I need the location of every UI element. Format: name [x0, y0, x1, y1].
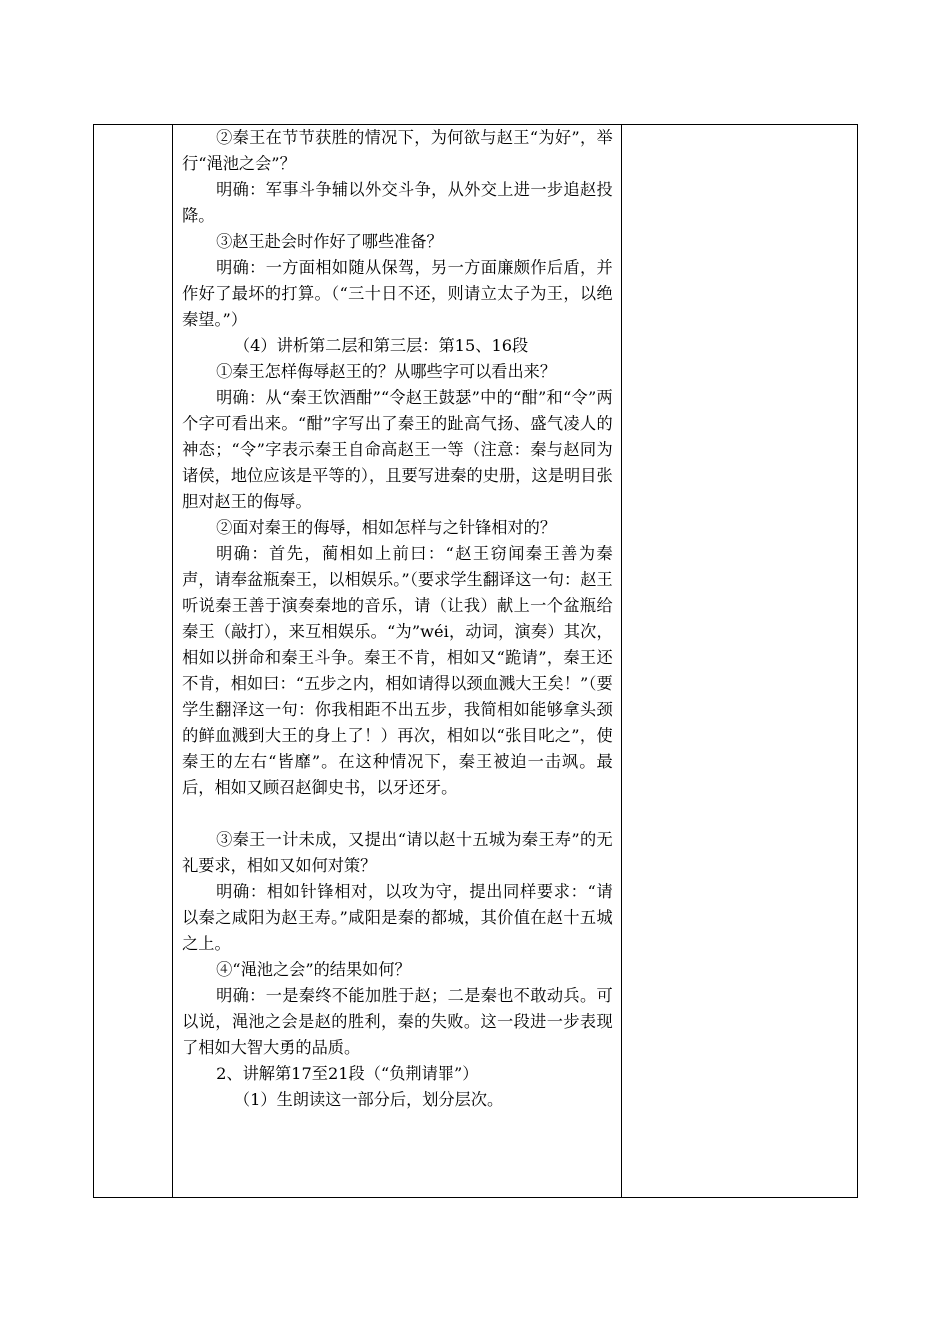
paragraph: 明确：首先，蔺相如上前曰：“赵王窃闻秦王善为秦声，请奉盆瓶秦王，以相娱乐。”（要求学生翻译这一句：赵王听说秦王善于演奏秦地的音乐，请（让我）献上一个盆瓶给秦王（敲打），来互相娱乐。“为”wéi，动词，演奏）其次，相如以拼命和秦王斗争。秦王不肯，相如又“跪请”，秦王还不肯，相如曰：“五步之内，相如请得以颈血溅大王矣！”（要学生翻泽这一句：你我相距不出五步，我简相如能够拿头颈的鲜血溅到大王的身上了！）再次，相如以“张目叱之”，使秦王的左右“皆靡”。在这种情况下，秦王被迫一击飒。最后，相如又顾召赵御史书，以牙还牙。 [182, 544, 613, 797]
content-column-cell [173, 125, 622, 1198]
paragraph: ②秦王在节节获胜的情况下，为何欲与赵王“为好”，举行“渑池之会”？ [182, 128, 613, 173]
paragraph: （4）讲析第二层和第三层：第15、16段 [233, 336, 529, 355]
paragraph: ③赵王赴会时作好了哪些准备？ [216, 232, 443, 251]
paragraph: 明确：一是秦终不能加胜于赵；二是秦也不敢动兵。可以说，渑池之会是赵的胜利，秦的失败。这一段进一步表现了相如大智大勇的品质。 [182, 986, 613, 1057]
paragraph: 明确：相如针锋相对，以攻为守，提出同样要求：“请以秦之咸阳为赵王寿。”咸阳是秦的都城，其价值在赵十五城之上。 [182, 882, 613, 953]
paragraph: ③秦王一计未成，又提出“请以赵十五城为秦王寿”的无礼要求，相如又如何对策？ [182, 830, 613, 875]
table-row [94, 125, 858, 1198]
paragraph: （1）生朗读这一部分后，划分层次。 [233, 1090, 504, 1109]
paragraph: 明确：一方面相如随从保驾，另一方面廉颇作后盾，并作好了最坏的打算。（“三十日不还，则请立太子为王，以绝秦望。”） [182, 258, 613, 329]
paragraph: 明确：从“秦王饮酒酣”“令赵王鼓瑟”中的“酣”和“令”两个字可看出来。“酣”字写出了秦王的趾高气扬、盛气凌人的神态；“令”字表示秦王自命高赵王一等（注意：秦与赵同为诸侯，地位应该是平等的），且要写进秦的史册，这是明目张胆对赵王的侮辱。 [182, 388, 613, 511]
paragraph: ②面对秦王的侮辱，相如怎样与之针锋相对的？ [216, 518, 557, 537]
right-column-cell [621, 125, 857, 1198]
paragraph: ④“渑池之会”的结果如何？ [216, 960, 411, 979]
paragraph: 明确：军事斗争辅以外交斗争，从外交上进一步追赵投降。 [182, 180, 613, 225]
lesson-content [173, 125, 621, 1113]
lesson-table [93, 124, 858, 1198]
paragraph: 2、讲解第17至21段（“负荆请罪”） [216, 1064, 479, 1083]
left-column-cell [94, 125, 173, 1198]
paragraph-spacer [182, 801, 613, 827]
paragraph: ①秦王怎样侮辱赵王的？从哪些字可以看出来？ [216, 362, 557, 381]
